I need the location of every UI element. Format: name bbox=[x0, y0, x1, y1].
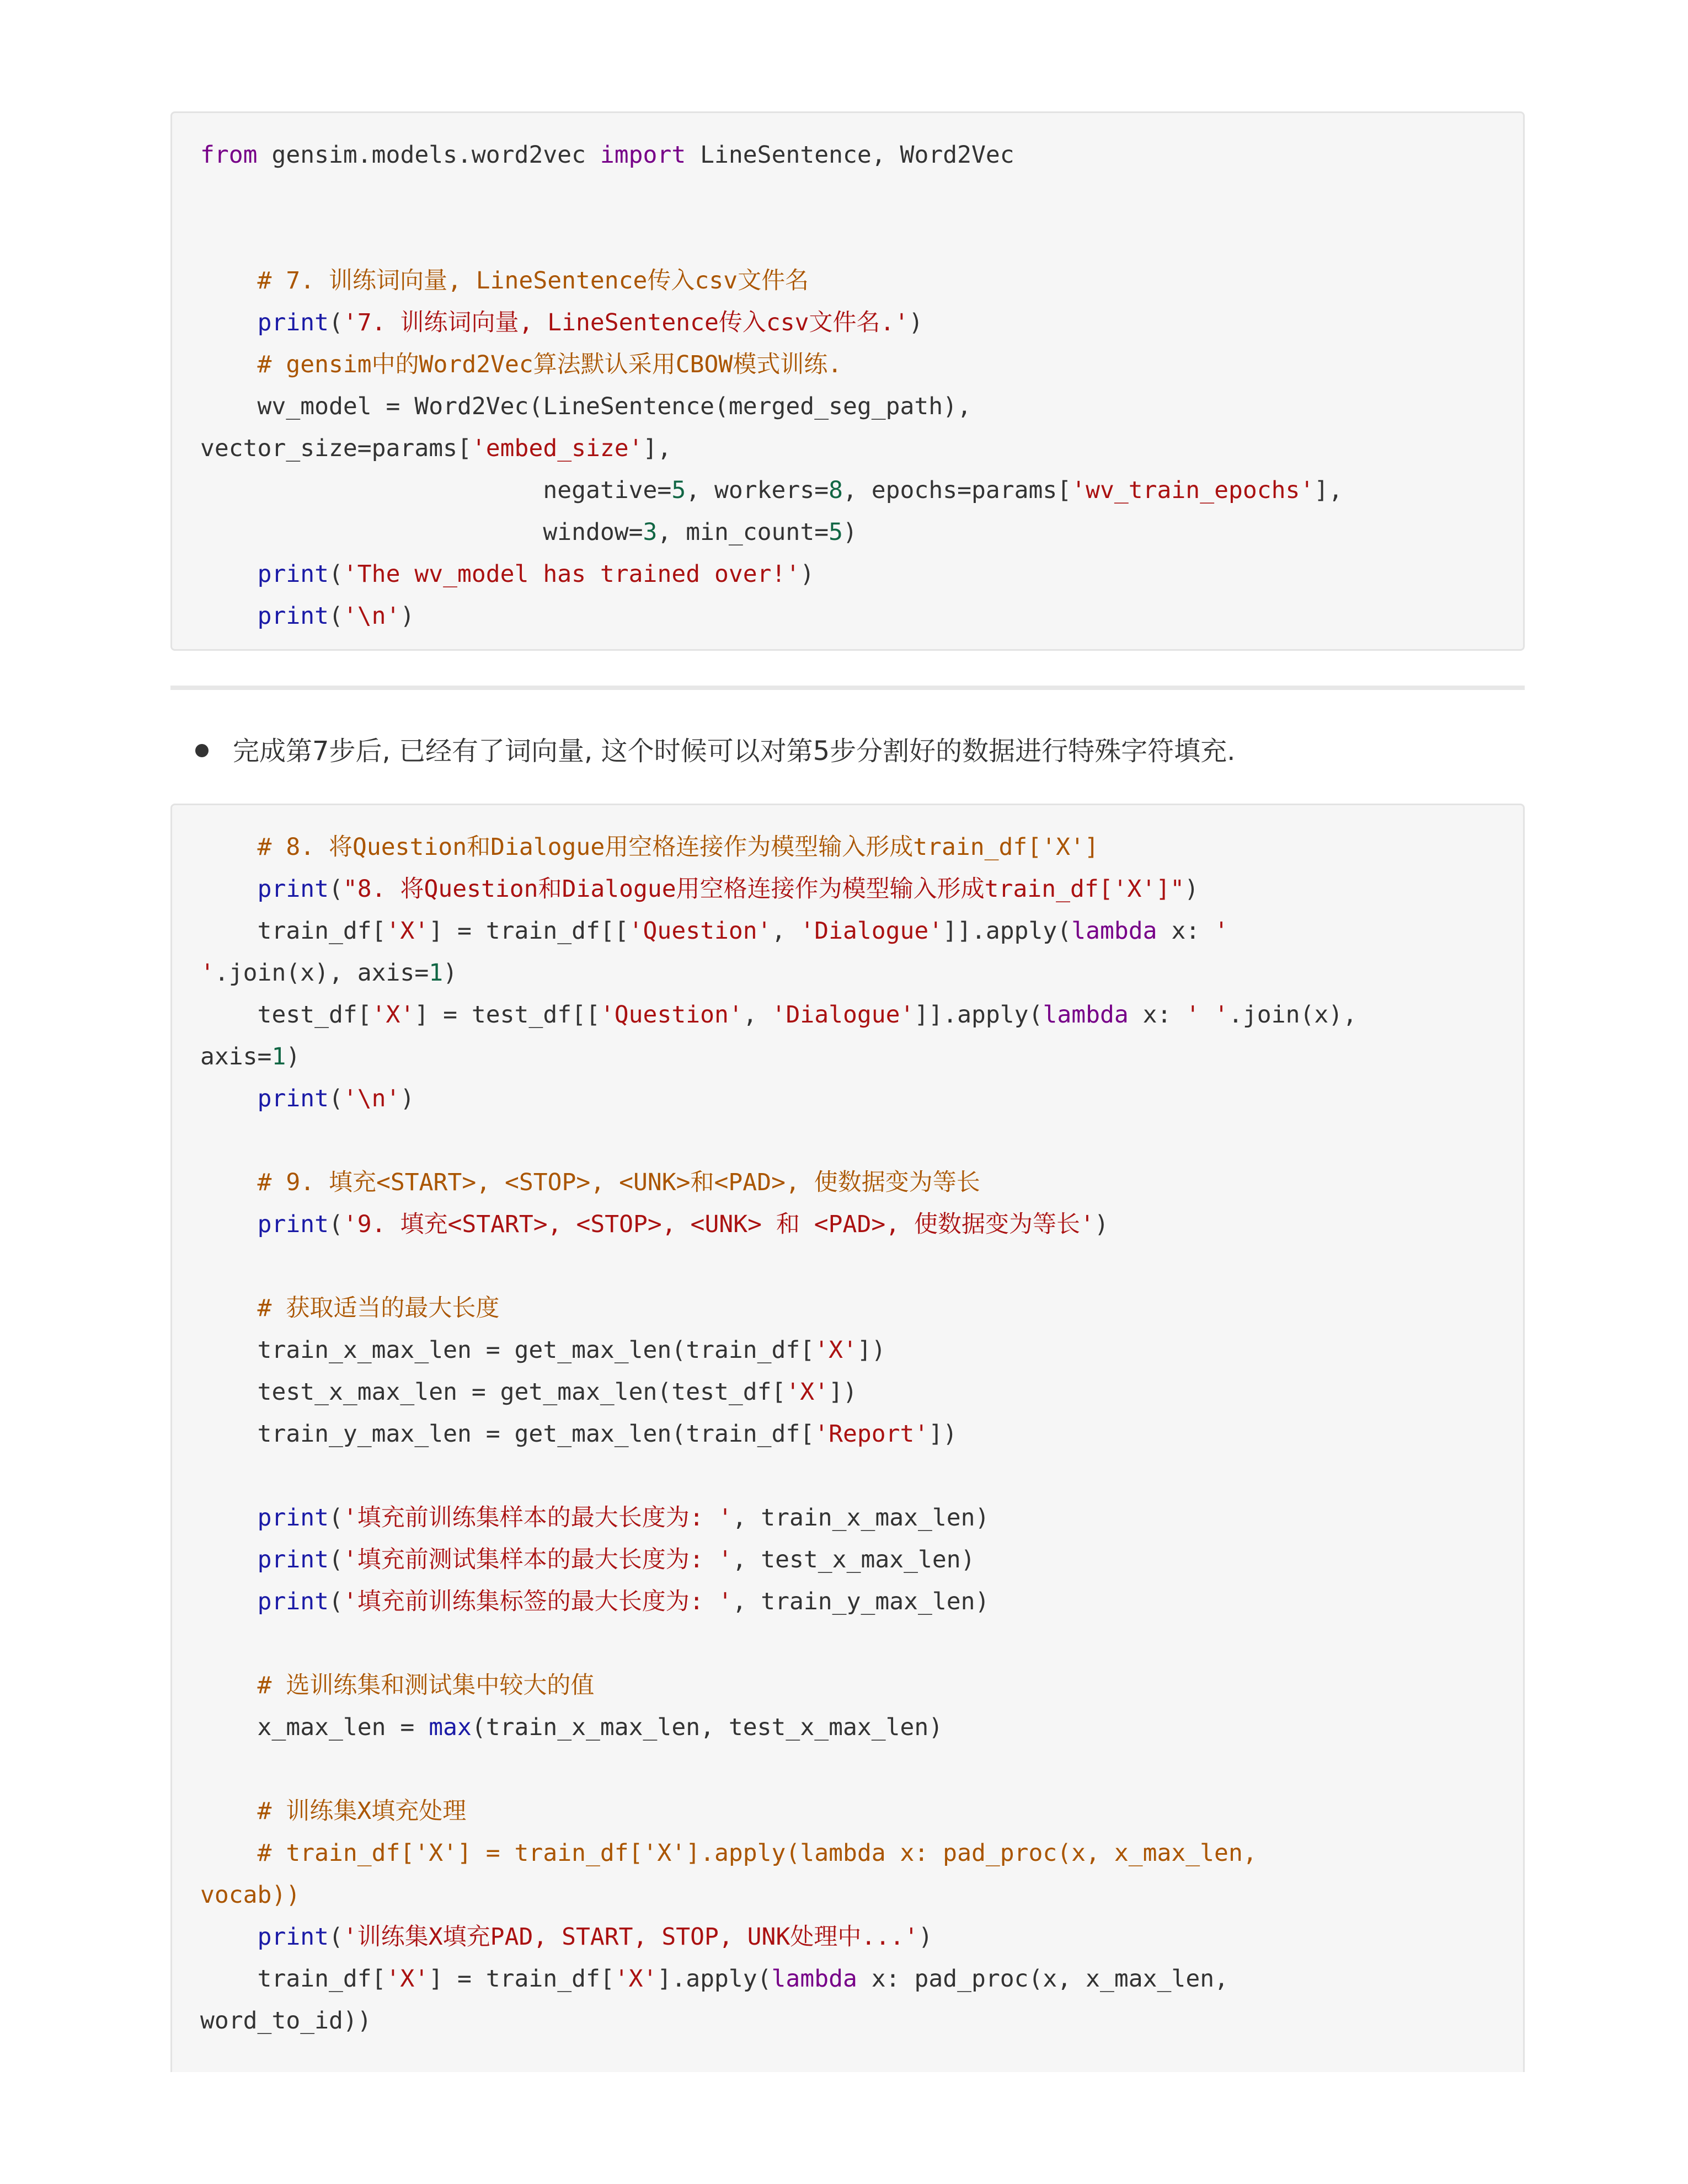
code-token: 'embed_size' bbox=[471, 435, 643, 462]
code-line bbox=[200, 386, 1523, 427]
code-token: ]) bbox=[829, 1378, 857, 1406]
code-line bbox=[200, 1161, 1523, 1203]
code-token: , bbox=[771, 917, 800, 945]
code-token: ]].apply( bbox=[943, 917, 1072, 945]
code-token: axis= bbox=[200, 1043, 272, 1070]
code-line bbox=[200, 1371, 1523, 1413]
code-token: ( bbox=[329, 602, 343, 630]
code-token: lambda bbox=[771, 1965, 857, 1993]
code-line bbox=[200, 1245, 1523, 1287]
code-line bbox=[200, 1036, 1523, 1078]
code-token: ].apply( bbox=[657, 1965, 772, 1993]
code-token bbox=[200, 560, 258, 588]
code-token bbox=[200, 1085, 258, 1112]
code-token: print bbox=[257, 875, 329, 903]
code-token: '9. 填充<START>, <STOP>, <UNK> 和 <PAD>, 使数据变为等长' bbox=[343, 1211, 1094, 1238]
code-line bbox=[200, 910, 1523, 952]
code-token: word_to_id)) bbox=[200, 2007, 372, 2035]
code-token: print bbox=[257, 602, 329, 630]
code-token: ] = train_df[ bbox=[429, 1965, 615, 1993]
code-token: ] = train_df[[ bbox=[429, 917, 629, 945]
code-token: lambda bbox=[1071, 917, 1157, 945]
code-line bbox=[200, 1413, 1523, 1455]
code-token: from bbox=[200, 141, 258, 169]
code-token bbox=[200, 1588, 258, 1615]
code-line bbox=[200, 1455, 1523, 1497]
code-line bbox=[200, 1203, 1523, 1245]
code-token: 'X' bbox=[814, 1336, 857, 1364]
code-token: # 选训练集和测试集中较大的值 bbox=[200, 1672, 595, 1699]
code-token: ( bbox=[329, 875, 343, 903]
code-line bbox=[200, 595, 1523, 637]
code-line bbox=[200, 511, 1523, 553]
code-line bbox=[200, 218, 1523, 260]
code-token: gensim.models.word2vec bbox=[257, 141, 600, 169]
code-token: lambda bbox=[1043, 1001, 1129, 1029]
code-token: '7. 训练词向量, LineSentence传入csv文件名.' bbox=[343, 309, 909, 336]
bullet-text: 完成第7步后, 已经有了词向量, 这个时候可以对第5步分割好的数据进行特殊字符填充. bbox=[233, 736, 1236, 767]
code-token: ' ' bbox=[1185, 1001, 1229, 1029]
code-token: print bbox=[257, 309, 329, 336]
code-token: # 9. 填充<START>, <STOP>, <UNK>和<PAD>, 使数据变为等长 bbox=[200, 1169, 980, 1196]
code-token: # 获取适当的最大长度 bbox=[200, 1294, 500, 1322]
code-token: train_x_max_len = get_max_len(train_df[ bbox=[200, 1336, 815, 1364]
code-token: 8 bbox=[829, 477, 843, 504]
code-token: 'X' bbox=[786, 1378, 829, 1406]
code-token: ) bbox=[400, 602, 415, 630]
code-token: x: bbox=[1157, 917, 1215, 945]
code-line bbox=[200, 260, 1523, 302]
code-token: ) bbox=[400, 1085, 415, 1112]
code-token: ( bbox=[329, 1923, 343, 1951]
code-token bbox=[200, 1923, 258, 1951]
code-line bbox=[200, 1748, 1523, 1790]
code-token: ) bbox=[918, 1923, 933, 1951]
code-token: ], bbox=[1314, 477, 1343, 504]
code-line bbox=[200, 1832, 1523, 1874]
code-token: ( bbox=[329, 560, 343, 588]
code-token: # 训练集X填充处理 bbox=[200, 1797, 467, 1825]
code-token: ( bbox=[329, 1085, 343, 1112]
code-token bbox=[200, 602, 258, 630]
code-token: print bbox=[257, 1211, 329, 1238]
code-line bbox=[200, 1120, 1523, 1161]
code-token: 'The wv_model has trained over!' bbox=[343, 560, 800, 588]
code-token: ) bbox=[1184, 875, 1199, 903]
code-line bbox=[200, 1287, 1523, 1329]
code-token: # train_df['X'] = train_df['X'].apply(lambda x: pad_proc(x, x_max_len, bbox=[200, 1839, 1257, 1867]
code-line bbox=[200, 1539, 1523, 1581]
code-token: ]].apply( bbox=[914, 1001, 1043, 1029]
code-line bbox=[200, 1078, 1523, 1120]
code-token: 1 bbox=[271, 1043, 286, 1070]
code-line bbox=[200, 1916, 1523, 1958]
code-token: train_df[ bbox=[200, 917, 386, 945]
code-token: window= bbox=[200, 518, 643, 546]
code-token: ] = test_df[[ bbox=[414, 1001, 600, 1029]
code-token: ]) bbox=[857, 1336, 886, 1364]
code-token: , test_x_max_len) bbox=[732, 1546, 975, 1573]
code-line bbox=[200, 469, 1523, 511]
code-line bbox=[200, 1874, 1523, 1916]
code-token: 5 bbox=[829, 518, 843, 546]
code-token: ' bbox=[1214, 917, 1229, 945]
code-token: train_y_max_len = get_max_len(train_df[ bbox=[200, 1420, 815, 1448]
code-token: 'Question' bbox=[600, 1001, 743, 1029]
code-line bbox=[200, 952, 1523, 994]
code-token: print bbox=[257, 1923, 329, 1951]
code-token: negative= bbox=[200, 477, 672, 504]
code-token: ( bbox=[329, 309, 343, 336]
code-token: ], bbox=[643, 435, 672, 462]
code-token: , workers= bbox=[686, 477, 829, 504]
code-token: # 7. 训练词向量, LineSentence传入csv文件名 bbox=[200, 267, 809, 295]
code-token: '填充前训练集样本的最大长度为: ' bbox=[343, 1504, 733, 1532]
code-line bbox=[200, 1623, 1523, 1664]
code-line bbox=[200, 1497, 1523, 1539]
code-token bbox=[200, 1211, 258, 1238]
code-line bbox=[200, 427, 1523, 469]
code-token: 1 bbox=[429, 959, 444, 987]
code-token: vocab)) bbox=[200, 1881, 301, 1909]
code-token bbox=[200, 1546, 258, 1573]
code-line bbox=[200, 176, 1523, 218]
code-token: 'X' bbox=[371, 1001, 415, 1029]
code-token: , min_count= bbox=[657, 518, 829, 546]
code-line bbox=[200, 1581, 1523, 1623]
code-token: 5 bbox=[671, 477, 686, 504]
code-token: ) bbox=[800, 560, 815, 588]
code-token: ) bbox=[1094, 1211, 1109, 1238]
bullet-item bbox=[195, 730, 1235, 772]
bullet-dot-icon bbox=[195, 744, 209, 757]
code-token: test_df[ bbox=[200, 1001, 372, 1029]
code-token: , train_x_max_len) bbox=[732, 1504, 990, 1532]
code-token: ) bbox=[286, 1043, 301, 1070]
code-token: print bbox=[257, 560, 329, 588]
code-line bbox=[200, 1958, 1523, 2000]
code-line bbox=[200, 1664, 1523, 1706]
code-token: ( bbox=[329, 1211, 343, 1238]
code-token: print bbox=[257, 1504, 329, 1532]
code-token: 'X' bbox=[386, 1965, 429, 1993]
code-token: x: pad_proc(x, x_max_len, bbox=[857, 1965, 1228, 1993]
code-line bbox=[200, 134, 1523, 176]
code-token: , epochs=params[ bbox=[842, 477, 1072, 504]
code-line bbox=[200, 344, 1523, 386]
code-token: ) bbox=[909, 309, 923, 336]
horizontal-divider bbox=[170, 686, 1525, 690]
code-token: '训练集X填充PAD, START, STOP, UNK处理中...' bbox=[343, 1923, 918, 1951]
code-token: '\n' bbox=[343, 602, 400, 630]
code-token: , bbox=[742, 1001, 772, 1029]
code-token: ) bbox=[843, 518, 857, 546]
code-line bbox=[200, 1706, 1523, 1748]
code-token bbox=[200, 1504, 258, 1532]
code-token: 'Report' bbox=[814, 1420, 929, 1448]
code-token: wv_model = Word2Vec(LineSentence(merged_seg_path), bbox=[200, 393, 971, 420]
code-token: 'X' bbox=[614, 1965, 658, 1993]
code-token: (train_x_max_len, test_x_max_len) bbox=[471, 1714, 943, 1741]
code-token: import bbox=[600, 141, 686, 169]
code-line bbox=[200, 302, 1523, 344]
code-token: "8. 将Question和Dialogue用空格连接作为模型输入形成train_df['X']" bbox=[343, 875, 1185, 903]
code-token bbox=[200, 875, 258, 903]
code-line bbox=[200, 826, 1523, 868]
code-token: ( bbox=[329, 1546, 343, 1573]
code-token bbox=[200, 309, 258, 336]
code-line bbox=[200, 1790, 1523, 1832]
code-token: ( bbox=[329, 1588, 343, 1615]
code-token: # gensim中的Word2Vec算法默认采用CBOW模式训练. bbox=[200, 351, 842, 378]
code-token: ) bbox=[443, 959, 457, 987]
code-token: 3 bbox=[643, 518, 658, 546]
code-token: print bbox=[257, 1588, 329, 1615]
code-token: print bbox=[257, 1546, 329, 1573]
code-token: x: bbox=[1128, 1001, 1186, 1029]
code-token: 'X' bbox=[386, 917, 429, 945]
code-token: '填充前训练集标签的最大长度为: ' bbox=[343, 1588, 733, 1615]
code-token: .join(x), axis= bbox=[214, 959, 429, 987]
code-line bbox=[200, 2000, 1523, 2042]
code-line bbox=[200, 868, 1523, 910]
code-token: ' bbox=[200, 959, 215, 987]
code-token: ( bbox=[329, 1504, 343, 1532]
code-token: x_max_len = bbox=[200, 1714, 429, 1741]
code-token: , train_y_max_len) bbox=[732, 1588, 990, 1615]
code-line bbox=[200, 553, 1523, 595]
code-token: ]) bbox=[928, 1420, 958, 1448]
code-token: test_x_max_len = get_max_len(test_df[ bbox=[200, 1378, 786, 1406]
code-token: LineSentence, Word2Vec bbox=[686, 141, 1014, 169]
code-token: # 8. 将Question和Dialogue用空格连接作为模型输入形成train_df['X'] bbox=[200, 833, 1099, 861]
code-token: 'Question' bbox=[628, 917, 772, 945]
code-token: 'Dialogue' bbox=[800, 917, 943, 945]
code-block-word2vec bbox=[170, 111, 1525, 651]
code-token: print bbox=[257, 1085, 329, 1112]
code-token: vector_size=params[ bbox=[200, 435, 472, 462]
code-token: train_df[ bbox=[200, 1965, 386, 1993]
code-token: 'wv_train_epochs' bbox=[1071, 477, 1315, 504]
code-token: '\n' bbox=[343, 1085, 400, 1112]
code-line bbox=[200, 994, 1523, 1036]
code-token: max bbox=[429, 1714, 472, 1741]
code-token: 'Dialogue' bbox=[771, 1001, 915, 1029]
code-token: '填充前测试集样本的最大长度为: ' bbox=[343, 1546, 733, 1573]
code-line bbox=[200, 1329, 1523, 1371]
code-token: .join(x), bbox=[1228, 1001, 1358, 1029]
code-block-padding bbox=[170, 804, 1525, 2072]
